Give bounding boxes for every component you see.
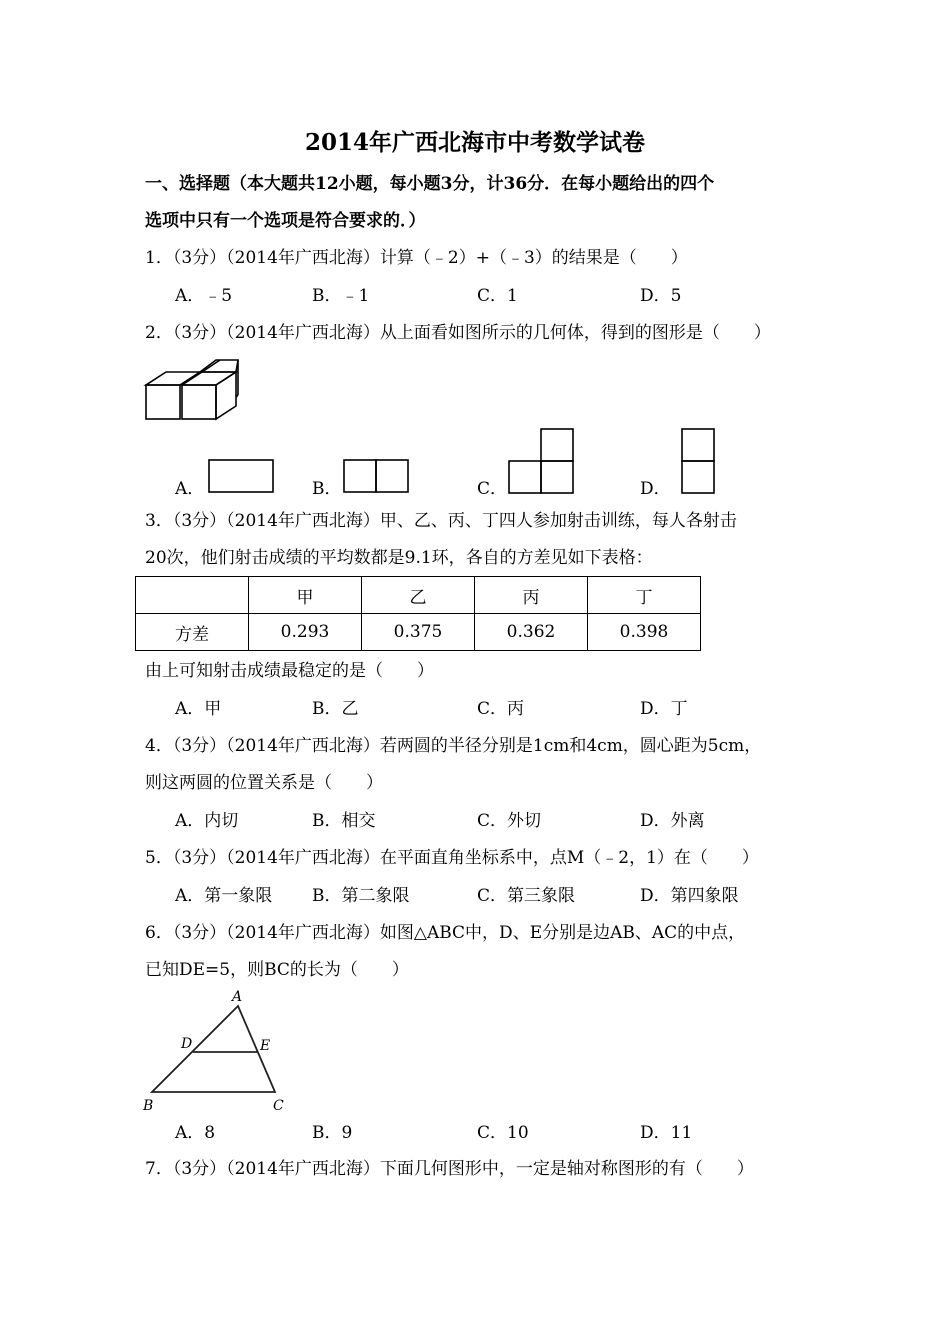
q6-option-a: A．8 [175,1123,216,1143]
table-header-cell: 丁 [588,577,701,614]
table-header-cell [136,577,249,614]
q2-option-d: D． [640,479,671,499]
q1-option-c: C．1 [477,286,518,306]
q5-option-a: A．第一象限 [175,886,273,906]
q2-option-c-figure [508,428,576,496]
variance-table [135,576,701,651]
q2-option-c: C． [477,479,508,499]
table-header-cell: 丙 [475,577,588,614]
table-header-row [136,577,701,614]
q1-option-b: B．﹣1 [312,286,370,306]
question-1-stem: 1．（3分）（2014年广西北海）计算（﹣2）+（﹣3）的结果是（ ） [145,248,688,268]
vertex-label-d: D [181,1036,193,1052]
question-3-stem-line1: 3．（3分）（2014年广西北海）甲、乙、丙、丁四人参加射击训练，每人各射击 [145,511,737,531]
question-2-stem: 2．（3分）（2014年广西北海）从上面看如图所示的几何体，得到的图形是（ ） [145,323,771,343]
question-6-stem-line1: 6．（3分）（2014年广西北海）如图△ABC中，D、E分别是边AB、AC的中点， [145,923,746,943]
q2-option-a-figure [208,459,276,495]
q5-option-d: D．第四象限 [640,886,739,906]
vertex-label-b: B [143,1098,154,1114]
table-row [136,614,701,651]
q6-option-b: B．9 [312,1123,353,1143]
q2-option-d-figure [681,428,717,496]
cube-solid-figure [140,355,250,425]
q2-option-b-figure [343,459,411,495]
question-5-stem: 5．（3分）（2014年广西北海）在平面直角坐标系中，点M（﹣2，1）在（ ） [145,848,759,868]
table-header-cell: 甲 [249,577,362,614]
vertex-label-c: C [273,1098,284,1114]
q4-option-d: D．外离 [640,811,705,831]
q1-option-a: A．﹣5 [175,286,233,306]
page-title: 2014年广西北海市中考数学试卷 [304,129,645,156]
q4-option-a: A．内切 [175,811,239,831]
table-row-label: 方差 [136,614,249,651]
question-3-stem-line2: 20次，他们射击成绩的平均数都是9.1环，各自的方差见如下表格： [145,548,653,568]
vertex-label-e: E [260,1038,271,1054]
q4-option-c: C．外切 [477,811,542,831]
q3-option-a: A．甲 [175,699,222,719]
table-cell: 0.362 [475,614,588,651]
question-4-stem-line1: 4．（3分）（2014年广西北海）若两圆的半径分别是1cm和4cm，圆心距为5cm， [145,736,762,756]
q4-option-b: B．相交 [312,811,376,831]
table-cell: 0.293 [249,614,362,651]
table-cell: 0.398 [588,614,701,651]
question-7-stem: 7．（3分）（2014年广西北海）下面几何图形中，一定是轴对称图形的有（ ） [145,1159,754,1179]
section-heading-line2: 选项中只有一个选项是符合要求的．） [145,211,426,231]
q3-option-d: D．丁 [640,699,688,719]
q5-option-c: C．第三象限 [477,886,576,906]
triangle-abc-figure [140,988,300,1118]
q6-option-c: C．10 [477,1123,529,1143]
question-3-followup: 由上可知射击成绩最稳定的是（ ） [145,661,434,681]
q6-option-d: D．11 [640,1123,693,1143]
q3-option-c: C．丙 [477,699,525,719]
table-header-cell: 乙 [362,577,475,614]
q3-option-b: B．乙 [312,699,359,719]
q2-option-a: A． [175,479,205,499]
q1-option-d: D．5 [640,286,682,306]
table-cell: 0.375 [362,614,475,651]
vertex-label-a: A [232,989,243,1005]
question-4-stem-line2: 则这两圆的位置关系是（ ） [145,773,383,793]
section-heading-line1: 一、选择题（本大题共12小题，每小题3分，计36分．在每小题给出的四个 [145,174,715,194]
q2-option-b: B． [312,479,342,499]
q5-option-b: B．第二象限 [312,886,410,906]
question-6-stem-line2: 已知DE=5，则BC的长为（ ） [145,960,409,980]
